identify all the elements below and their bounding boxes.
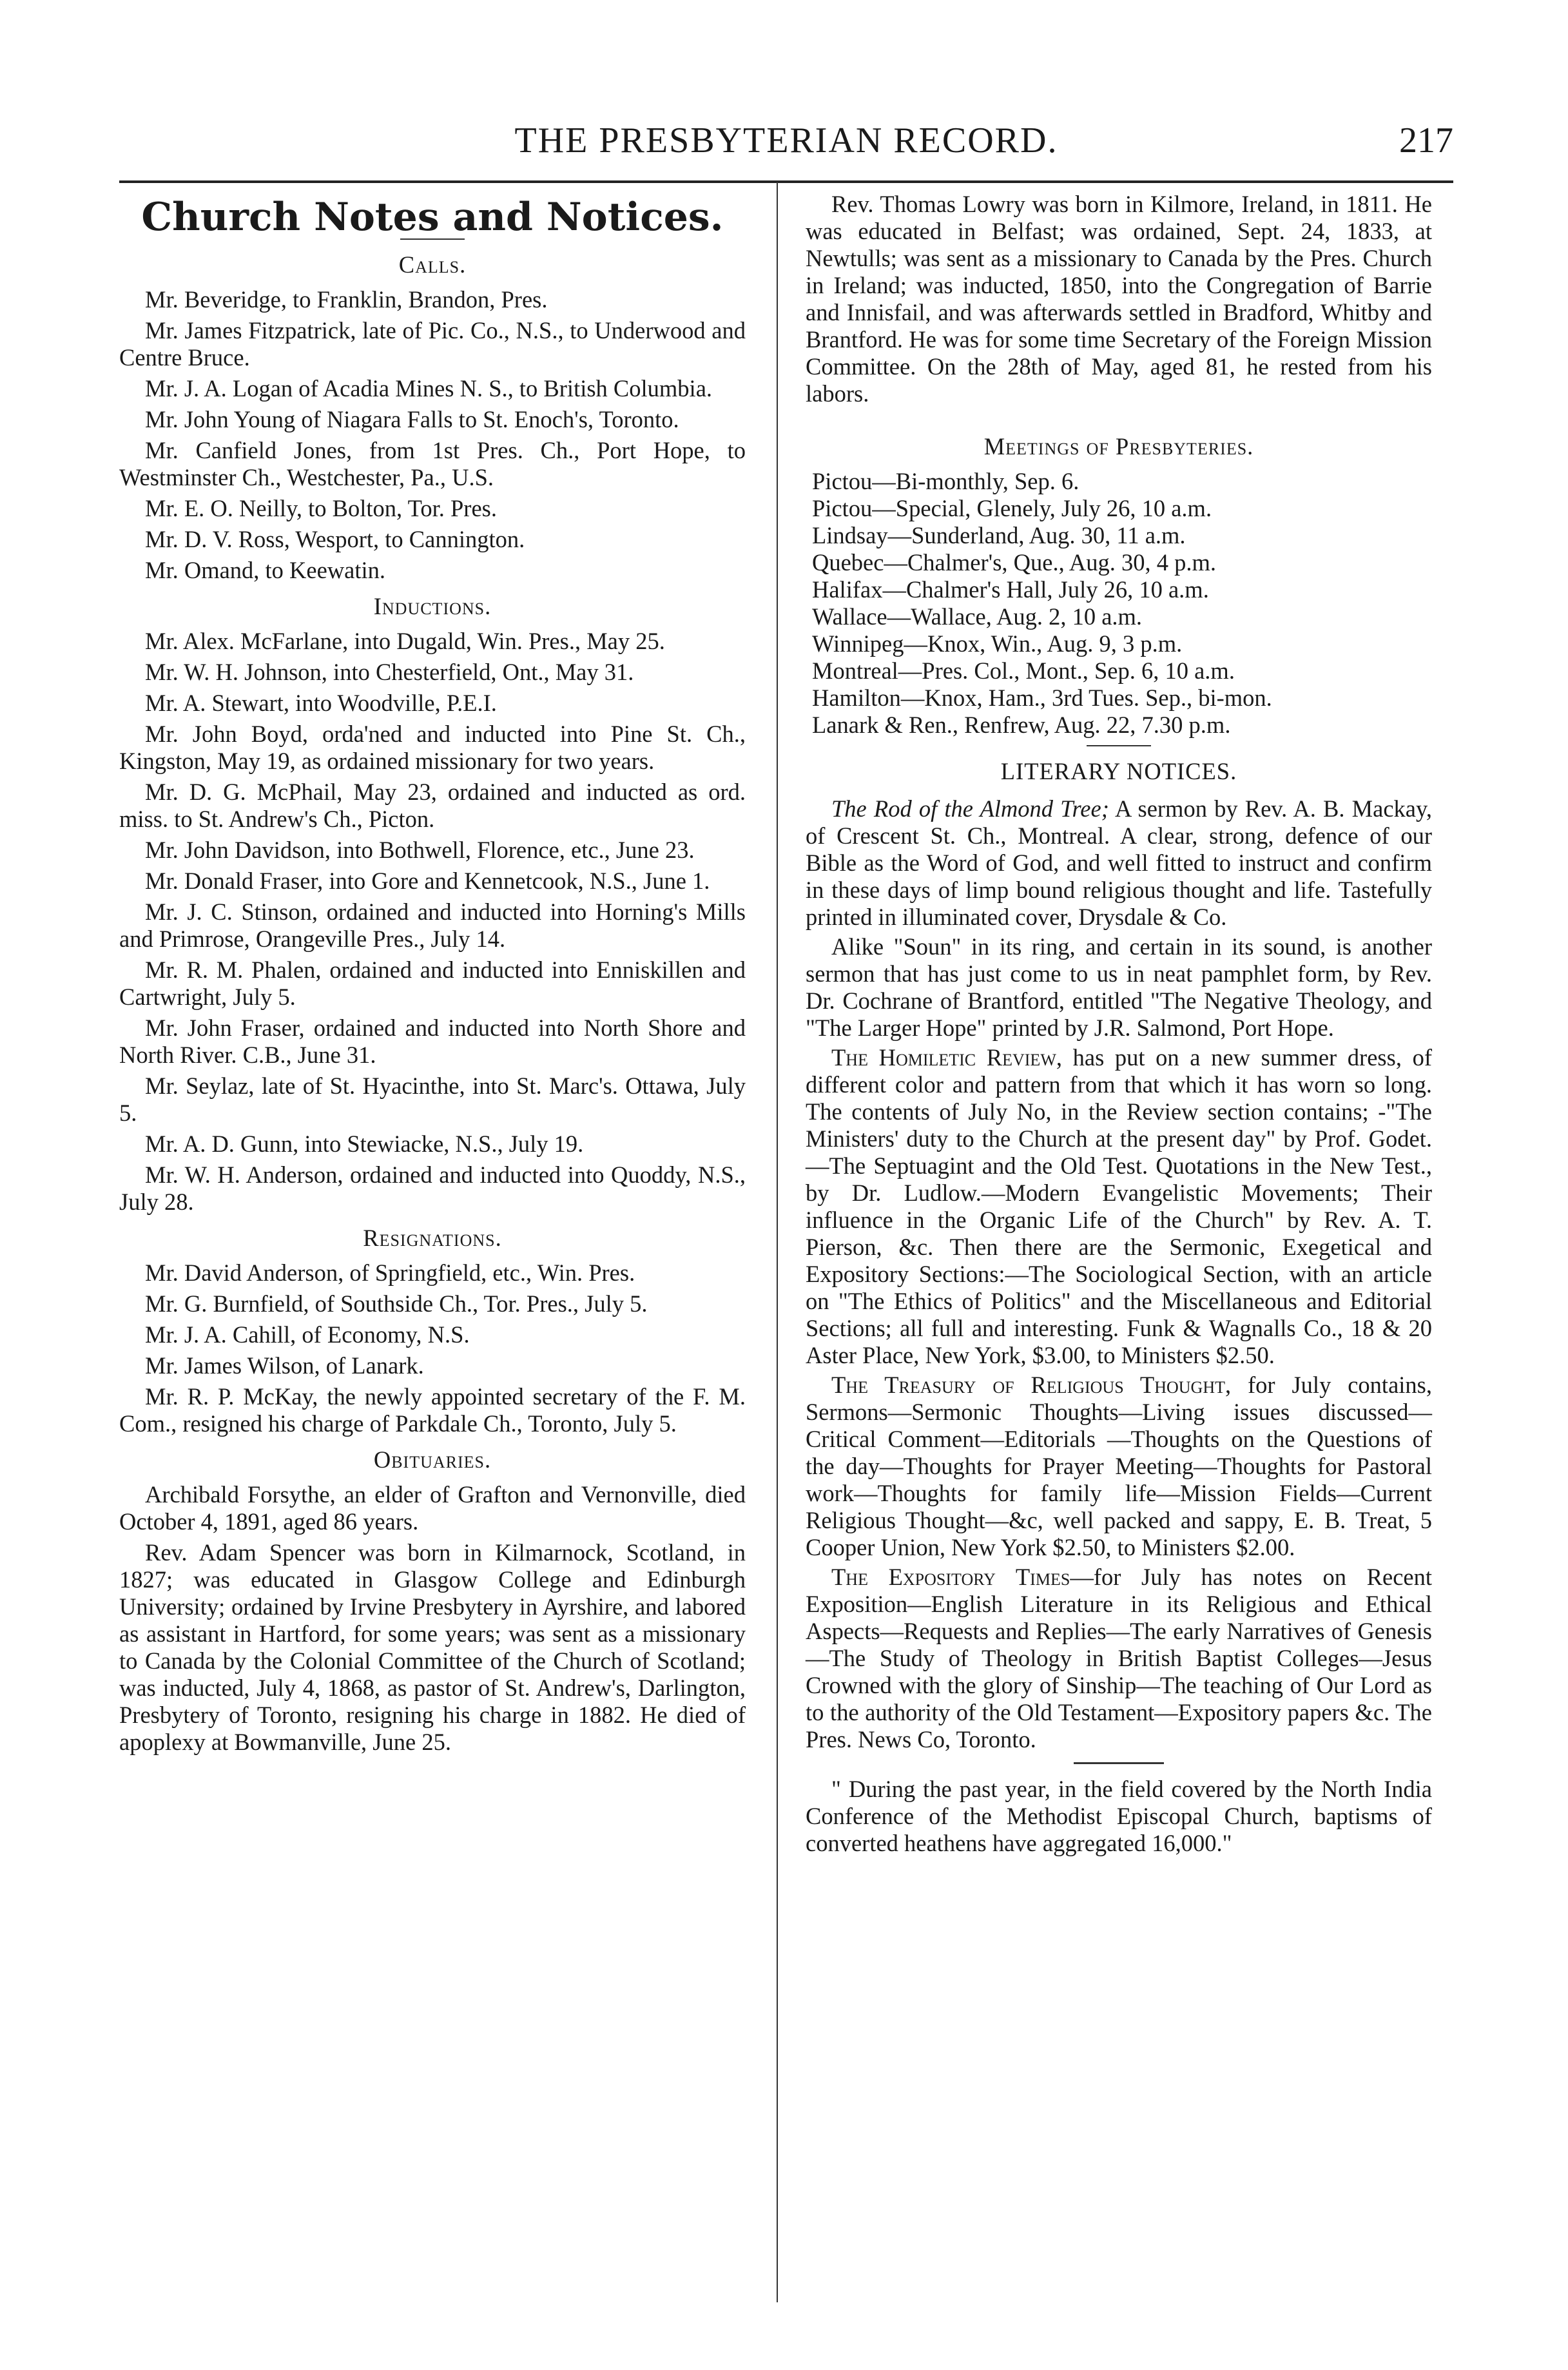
obituaries-heading: Obituaries. xyxy=(373,1446,492,1473)
meeting-item: Quebec—Chalmer's, Que., Aug. 30, 4 p.m. xyxy=(812,549,1216,576)
section-masthead: Church Notes and Notices. xyxy=(141,195,724,240)
header-rule xyxy=(119,180,1453,183)
induction-item: Mr. John Boyd, orda'ned and inducted into Pine St. Ch., Kingston, May 19, as ordained missionary for two years. xyxy=(119,721,746,774)
inductions-list xyxy=(119,628,746,1216)
call-item: Mr. Beveridge, to Franklin, Brandon, Pres. xyxy=(145,286,548,313)
literary-notice: Alike "Soun" in its ring, and certain in its sound, is another sermon that has just come to us in neat pamphlet form, by Rev. Dr. Cochrane of Brantford, entitled "The Negative Theology, and "The Larger Hope" printed by J.R. Salmond, Port Hope. xyxy=(806,933,1432,1041)
meeting-item: Hamilton—Knox, Ham., 3rd Tues. Sep., bi-mon. xyxy=(812,685,1272,711)
induction-item: Mr. R. M. Phalen, ordained and inducted into Enniskillen and Cartwright, July 5. xyxy=(119,957,746,1010)
notice-title: The Expository Times xyxy=(831,1564,1070,1590)
induction-item: Mr. John Davidson, into Bothwell, Florence, etc., June 23. xyxy=(145,837,695,863)
notice-body: —for July has notes on Recent Exposition—English Literature in its Religious and Ethical Aspects—Requests and Replies—The early Narratives of Genesis—The Study of Theology in British Baptist Colleges—Jesus Crowned with the glory of Sinship—The teaching of Our Lord as to the authority of the Old Testament—Expository papers &c. The Pres. News Co, Toronto. xyxy=(806,1564,1432,1753)
meeting-item: Winnipeg—Knox, Win., Aug. 9, 3 p.m. xyxy=(812,630,1183,657)
literary-notice xyxy=(806,795,1432,931)
calls-list xyxy=(119,286,746,584)
induction-item: Mr. D. G. McPhail, May 23, ordained and inducted as ord. miss. to St. Andrew's Ch., Picton. xyxy=(119,779,746,832)
left-column xyxy=(119,191,746,1760)
obituary-item: Archibald Forsythe, an elder of Grafton and Vernonville, died October 4, 1891, aged 86 years. xyxy=(119,1481,746,1535)
resignation-item: Mr. G. Burnfield, of Southside Ch., Tor. Pres., July 5. xyxy=(145,1290,648,1317)
induction-item: Mr. J. C. Stinson, ordained and inducted into Horning's Mills and Primrose, Orangeville Pres., July 14. xyxy=(119,898,746,952)
induction-item: Mr. A. D. Gunn, into Stewiacke, N.S., July 19. xyxy=(145,1131,584,1157)
quote-paragraph: " During the past year, in the field covered by the North India Conference of the Methodist Episcopal Church, baptisms of converted heathens have aggregated 16,000." xyxy=(806,1776,1432,1856)
call-item: Mr. Canfield Jones, from 1st Pres. Ch., Port Hope, to Westminster Ch., Westchester, Pa., U.S. xyxy=(119,437,746,491)
obituary-item: Rev. Thomas Lowry was born in Kilmore, Ireland, in 1811. He was educated in Belfast; was ordained, Sept. 24, 1833, at Newtulls; was sent as a missionary to Canada by the Pres. Church in Ireland; was inducted, 1850, into the Congregation of Barrie and Innisfail, and was afterwards settled in Bradford, Whitby and Brantford. He was for some time Secretary of the Foreign Mission Committee. On the 28th of May, aged 81, he rested from his labors. xyxy=(806,191,1432,407)
meeting-item: Wallace—Wallace, Aug. 2, 10 a.m. xyxy=(812,603,1143,630)
obituary-item: Rev. Adam Spencer was born in Kilmarnock, Scotland, in 1827; was educated in Glasgow College and Edinburgh University; ordained by Irvine Presbytery in Ayrshire, and labored as assistant in Hartford, for some years; was sent as a missionary to Canada by the Colonial Committee of the Church of Scotland; was inducted, July 4, 1868, as pastor of St. Andrew's, Darlington, Presbytery of Toronto, resigning his charge in 1882. He died of apoplexy at Bowmanville, June 25. xyxy=(119,1539,746,1755)
meeting-item: Pictou—Special, Glenely, July 26, 10 a.m. xyxy=(812,495,1212,521)
literary-notice xyxy=(806,1372,1432,1561)
call-item: Mr. John Young of Niagara Falls to St. Enoch's, Toronto. xyxy=(145,406,679,432)
call-item: Mr. E. O. Neilly, to Bolton, Tor. Pres. xyxy=(145,495,497,521)
section-rule xyxy=(1074,1762,1164,1764)
meeting-item: Lindsay—Sunderland, Aug. 30, 11 a.m. xyxy=(812,522,1186,549)
call-item: Mr. D. V. Ross, Wesport, to Cannington. xyxy=(145,526,525,552)
call-item: Mr. Omand, to Keewatin. xyxy=(145,557,386,583)
obituaries-list xyxy=(119,1481,746,1756)
induction-item: Mr. Donald Fraser, into Gore and Kennetcook, N.S., June 1. xyxy=(145,868,710,894)
literary-heading: LITERARY NOTICES. xyxy=(1000,758,1237,784)
call-item: Mr. J. A. Logan of Acadia Mines N. S., to British Columbia. xyxy=(145,375,713,402)
notice-title: The Rod of the Almond Tree; xyxy=(831,795,1109,822)
notice-title: The Treasury of Religious Thought, xyxy=(831,1372,1232,1398)
notice-body: for July contains, Sermons—Sermonic Thoughts—Living issues discussed—Critical Comment—Editorials —Thoughts on the Questions of the day—Thoughts for Prayer Meeting—Thoughts for Pastoral work—Thoughts for family life—Mission Fields—Current Religious Thought—&c, well packed and sappy, E. B. Treat, 5 Cooper Union, New York $2.50, to Ministers $2.00. xyxy=(806,1372,1432,1560)
resignation-item: Mr. R. P. McKay, the newly appointed secretary of the F. M. Com., resigned his charge of Parkdale Ch., Toronto, July 5. xyxy=(119,1383,746,1437)
running-title: THE PRESBYTERIAN RECORD. xyxy=(514,121,1058,160)
section-rule xyxy=(1087,745,1151,746)
literary-notice xyxy=(806,1564,1432,1753)
call-item: Mr. James Fitzpatrick, late of Pic. Co., N.S., to Underwood and Centre Bruce. xyxy=(119,317,746,371)
meetings-list xyxy=(806,468,1432,739)
resignations-list xyxy=(119,1259,746,1437)
meeting-item: Halifax—Chalmer's Hall, July 26, 10 a.m. xyxy=(812,576,1209,603)
induction-item: Mr. Seylaz, late of St. Hyacinthe, into St. Marc's. Ottawa, July 5. xyxy=(119,1073,746,1126)
page-header xyxy=(119,120,1453,165)
induction-item: Mr. W. H. Johnson, into Chesterfield, Ont., May 31. xyxy=(145,659,634,685)
induction-item: Mr. John Fraser, ordained and inducted into North Shore and North River. C.B., June 31. xyxy=(119,1015,746,1068)
meetings-heading: Meetings of Presbyteries. xyxy=(983,433,1254,460)
resignation-item: Mr. James Wilson, of Lanark. xyxy=(145,1352,424,1379)
column-divider xyxy=(777,182,778,2302)
right-column xyxy=(806,191,1432,1861)
resignation-item: Mr. David Anderson, of Springfield, etc., Win. Pres. xyxy=(145,1259,635,1286)
induction-item: Mr. A. Stewart, into Woodville, P.E.I. xyxy=(145,690,497,716)
literary-notice xyxy=(806,1044,1432,1369)
induction-item: Mr. Alex. McFarlane, into Dugald, Win. Pres., May 25. xyxy=(145,628,665,654)
notice-body: A sermon by Rev. A. B. Mackay, of Crescent St. Ch., Montreal. A clear, strong, defence of our Bible as the Word of God, and well fitted to instruct and confirm in these days of limp bound religious thought and life. Tastefully printed in illuminated cover, Drysdale & Co. xyxy=(806,795,1432,930)
meeting-item: Montreal—Pres. Col., Mont., Sep. 6, 10 a.m. xyxy=(812,657,1235,684)
resignations-heading: Resignations. xyxy=(363,1225,502,1251)
meeting-item: Lanark & Ren., Renfrew, Aug. 22, 7.30 p.m. xyxy=(812,712,1231,738)
meeting-item: Pictou—Bi-monthly, Sep. 6. xyxy=(812,468,1079,494)
calls-heading: Calls. xyxy=(398,251,467,278)
inductions-heading: Inductions. xyxy=(373,593,492,619)
page-number: 217 xyxy=(1399,121,1453,160)
notice-body: has put on a new summer dress, of different color and pattern from that which it has worn so long. The contents of July No, in the Review section contains; -"The Ministers' duty to the Church at the present day" by Prof. Godet.—The Septuagint and the Old Test. Quotations in the New Test., by Dr. Ludlow.—Modern Evangelistic Movements; Their influence in the Organic Life of the Church" by Rev. A. T. Pierson, &c. Then there are the Sermonic, Exegetical and Expository Sections:—The Sociological Section, with an article on "The Ethics of Politics" and the Miscellaneous and Editorial Sections; all full and interesting. Funk & Wagnalls Co., 18 & 20 Aster Place, New York, $3.00, to Ministers $2.50. xyxy=(806,1044,1432,1368)
resignation-item: Mr. J. A. Cahill, of Economy, N.S. xyxy=(145,1321,470,1348)
induction-item: Mr. W. H. Anderson, ordained and inducted into Quoddy, N.S., July 28. xyxy=(119,1161,746,1215)
notice-title: The Homiletic Review, xyxy=(831,1044,1062,1071)
